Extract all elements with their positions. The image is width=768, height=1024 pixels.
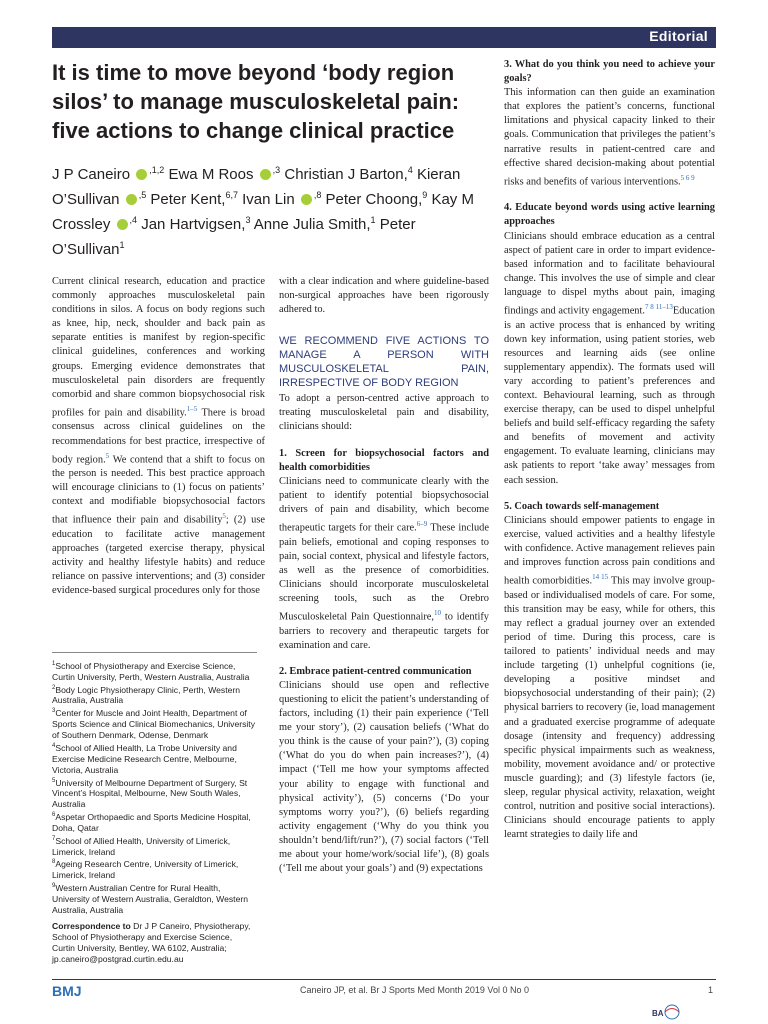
- citation-link[interactable]: 5 6 9: [680, 173, 695, 182]
- affiliation-item: [52, 834, 257, 858]
- author-affiliation-ref: ,5: [138, 190, 147, 200]
- action-2-heading: 2. Embrace patient-centred communication: [279, 665, 472, 677]
- author: [284, 166, 412, 183]
- author-name[interactable]: Peter Kent,: [150, 191, 226, 208]
- correspondence: [52, 921, 257, 965]
- author: [326, 191, 428, 208]
- author-affiliation-ref: 3: [245, 215, 251, 225]
- action-5-heading: 5. Coach towards self-management: [504, 500, 660, 512]
- action-3-heading: 3. What do you think you need to achieve your goals?: [504, 59, 715, 85]
- action-4-text: Clinicians should embrace education as a central aspect of patient care in order to impart evidence-based information and to facilitate behavioural change. This involves the use of simple and clear language to dispel myths about pain, imaging findings and activity engagement.$^{7 8 11-13}$Education is an active process that is enhanced by writing down key information, using patient stories, web resources and learning aids (see online supplementary appendix). The formats used will vary according to patient’s preferences and context. Behavioural learning, such as through exercise therapy, can be used to dispel unhelpful beliefs and build self-efficacy regarding the safety and benefits of movement and activity engagement. To evaluate learning, clinicians may ask patients to report ‘take away’ messages from each session.: [504, 230, 715, 486]
- author-name[interactable]: Peter Choong,: [325, 191, 423, 208]
- affiliation-text: Aspetar Orthopaedic and Sports Medicine Hospital, Doha, Qatar: [52, 811, 251, 833]
- page-number: 1: [708, 985, 714, 995]
- author: [242, 191, 321, 208]
- intro-paragraph: Current clinical research, education and practice commonly approaches musculoskeletal pain conditions in silos. A focus on body regions such as knee, hip, neck, shoulder and back pain as separate entities is manifest by region-specific clinical guidelines, conferences and working groups. Emerging evidence demonstrates that musculoskeletal pain disorders are frequently comorbid and share common biopsychosocial risk profiles for pain and disability.$^{1-5}$ There is broad consensus across clinical guidelines on the recommendations for best practice, irrespective of body region.$^5$ We contend that a shift to focus on the person is needed. This best practice approach will encourage clinicians to (1) focus on patients’ context and modifiable biopsychosocial factors that influence their pain and disability$^5$; (2) use education to facilitate active management approaches (targeted exercise therapy, physical activity and healthy lifestyle habits) and reduce reliance on passive interventions; and (3) consider evidence-based surgical procedures only for those: [52, 276, 265, 597]
- author-affiliation-ref: ,3: [272, 165, 281, 175]
- correspondence-text: Dr J P Caneiro, Physiotherapy, School of Physiotherapy and Exercise Science, Curtin University, Bentley, WA 6102, Australia; jp.caneiro@postgrad.curtin.edu.au: [52, 921, 251, 964]
- author-name[interactable]: Peter O’Sullivan: [52, 216, 416, 258]
- author-affiliation-ref: 1: [370, 215, 376, 225]
- section-banner: [52, 27, 716, 48]
- citation-link[interactable]: 6–9: [416, 520, 428, 529]
- author-name[interactable]: Ewa M Roos: [168, 166, 254, 183]
- footer-citation: Caneiro JP, et al. Br J Sports Med Month 2019 Vol 0 No 0: [300, 985, 529, 995]
- author-name[interactable]: Ivan Lin: [242, 191, 295, 208]
- affiliation-number: 7: [52, 835, 56, 842]
- orcid-icon[interactable]: [136, 169, 147, 180]
- article-title: It is time to move beyond ‘body region silos’ to manage musculoskeletal pain: five actions to change clinical practice: [52, 60, 460, 143]
- author-affiliation-ref: ,4: [129, 215, 138, 225]
- column-3: [504, 58, 715, 842]
- affiliation-number: 8: [52, 859, 56, 866]
- affiliation-item: [52, 857, 257, 881]
- affiliation-text: Ageing Research Centre, University of Limerick, Limerick, Ireland: [52, 859, 239, 881]
- column-1: [52, 275, 265, 598]
- affiliations-divider: [52, 652, 257, 653]
- author-name[interactable]: Christian J Barton,: [284, 166, 408, 183]
- author-name[interactable]: J P Caneiro: [52, 166, 131, 183]
- author-affiliation-ref: 1: [119, 240, 125, 250]
- affiliation-item: [52, 706, 257, 741]
- author: [150, 191, 238, 208]
- orcid-icon[interactable]: [260, 169, 271, 180]
- svg-text:BA: BA: [652, 1009, 664, 1018]
- action-4-heading: 4. Educate beyond words using active learning approaches: [504, 202, 715, 228]
- author-name[interactable]: Anne Julia Smith,: [253, 216, 371, 233]
- author-affiliation-ref: ,1,2: [149, 165, 165, 175]
- affiliation-item: [52, 776, 257, 811]
- author: [254, 216, 376, 233]
- action-1-heading: 1. Screen for biopsychosocial factors and health comorbidities: [279, 447, 489, 473]
- publisher-logo: BMJ: [52, 983, 82, 999]
- author-list: [52, 160, 492, 260]
- column-2: [279, 275, 489, 876]
- orcid-icon[interactable]: [126, 194, 137, 205]
- author-name[interactable]: Jan Hartvigsen,: [141, 216, 246, 233]
- affiliation-text: University of Melbourne Department of Surgery, St Vincent’s Hospital, Melbourne, New South Wales, Australia: [52, 777, 248, 810]
- author: [168, 166, 280, 183]
- citation-link[interactable]: 1–5: [186, 404, 198, 413]
- affiliation-number: 5: [52, 777, 56, 784]
- citation-link[interactable]: 14 15: [592, 573, 609, 582]
- affiliation-item: [52, 683, 257, 707]
- action-2-text: Clinicians should use open and reflective questioning to elicit the patient’s understanding of factors, including (1) their pain experience (‘Tell me your story’), (2) causation beliefs (‘What do you think is the cause of your pain?’), (3) coping (‘What do you do when pain increases?’), (4) impact (‘Tell me how your symptoms affected your ability to engage with functional and physical activity’), (5) concerns (‘Do your symptoms worry you?’), (6) beliefs regarding activity engagement (‘Why do you think you shouldn’t bend/lift/run?’), (7) social factors (‘Tell me about your home/work/social life’), (8) goals (‘Tell me about your goals’) and (9) expectations: [279, 679, 489, 875]
- author-affiliation-ref: 4: [407, 165, 413, 175]
- affiliation-number: 1: [52, 661, 56, 667]
- author-name[interactable]: Kieran O’Sullivan: [52, 166, 461, 208]
- lead-paragraph: To adopt a person-centred active approach to treating musculoskeletal pain and disability, clinicians should:: [279, 393, 489, 433]
- section-label: Editorial: [649, 28, 708, 44]
- correspondence-label: Correspondence to: [52, 921, 131, 931]
- affiliation-item: [52, 810, 257, 834]
- affiliation-item: [52, 881, 257, 916]
- action-1-text: Clinicians need to communicate clearly with the patient to identify potential biopsychosocial drivers of pain and disability, which become therapeutic targets for their care.$^{6-9}$ These include pain beliefs, emotional and coping responses to pain, social context, physical and lifestyle factors, as well as the presence of comorbidities. Clinicians should incorporate musculoskeletal screening tools, such as the Orebro Musculoskeletal Pain Questionnaire,$^{10}$ to identify barriers to recovery and therapeutic targets for examination and care.: [279, 475, 489, 651]
- affiliation-item: [52, 741, 257, 776]
- affiliations: [52, 659, 257, 916]
- affiliation-item: [52, 659, 257, 683]
- citation-link[interactable]: 5: [222, 512, 226, 521]
- continuation-paragraph: with a clear indication and where guideline-based non-surgical approaches have been rigorously adhered to.: [279, 276, 489, 316]
- affiliation-number: 6: [52, 812, 56, 819]
- author-affiliation-ref: ,8: [313, 190, 322, 200]
- affiliation-text: School of Allied Health, University of Limerick, Limerick, Ireland: [52, 835, 231, 857]
- affiliation-text: Western Australian Centre for Rural Health, University of Western Australia, Geraldton, Western Australia, Australia: [52, 882, 248, 915]
- section-heading: WE RECOMMEND FIVE ACTIONS TO MANAGE A PERSON WITH MUSCULOSKELETAL PAIN, IRRESPECTIVE OF BODY REGION: [279, 335, 489, 390]
- affiliation-number: 4: [52, 742, 56, 749]
- citation-link[interactable]: 5: [105, 451, 110, 460]
- affiliation-number: 9: [52, 883, 56, 890]
- author: [52, 166, 164, 183]
- affiliation-text: School of Physiotherapy and Exercise Science, Curtin University, Perth, Western Australia, Australia: [52, 660, 250, 682]
- author-affiliation-ref: 9: [422, 190, 428, 200]
- orcid-icon[interactable]: [301, 194, 312, 205]
- orcid-icon[interactable]: [117, 219, 128, 230]
- affiliation-text: Center for Muscle and Joint Health, Department of Sports Science and Clinical Biomechanics, University of Southern Denmark, Odense, Denmark: [52, 708, 255, 741]
- affiliation-number: 2: [52, 684, 56, 691]
- society-logo-icon: [650, 1003, 684, 1021]
- affiliation-text: School of Allied Health, La Trobe University and Exercise Medicine Research Centre, Melbourne, Victoria, Australia: [52, 742, 237, 775]
- action-3-text: This information can then guide an examination that explores the patient’s concerns, functional limitations and physical capacity linked to their goals. Communication that privileges the patient’s narrative results in patient-centred care and effective shared decision-making about potential risks and benefits of various interventions.$^{5 6 9}$: [504, 87, 715, 188]
- author: [141, 216, 250, 233]
- affiliation-text: Body Logic Physiotherapy Clinic, Perth, Western Australia, Australia: [52, 684, 241, 706]
- affiliation-number: 3: [52, 708, 56, 715]
- footer-divider: [52, 979, 716, 980]
- citation-link[interactable]: 7 8 11–13: [645, 302, 673, 311]
- author-affiliation-ref: 6,7: [225, 190, 238, 200]
- author-name[interactable]: Kay M Crossley: [52, 191, 474, 233]
- action-5-text: Clinicians should empower patients to engage in exercise, valued activities and a healthy lifestyle with confidence. Active management relieves pain and improves function across pain conditions and health comorbidities.$^{14 15}$ This may involve group-based or individualised models of care. For some, this transition may be easy, while for others, this may reflect a gradual journey over an extended period of time. During this process, care is tailored to patients’ individual needs and may include targeting (1) unhelpful cognitions (ie, developing a positive mindset and biopsychosocial understanding of their pain); (2) physical barriers to recovery (ie, load management and a graduated exercise programme of adequate dosage (intensity and frequency) addressing specific physical impairments such as weakness, mobility, movement avoidance and/ or protective muscle guarding); and (3) lifestyle factors (ie, sleep, regular physical activity, relaxation, weight control, nutrition and positive social interactions). Clinicians should encourage patients to apply learnt strategies to daily life and: [504, 514, 716, 841]
- citation-link[interactable]: 10: [434, 609, 442, 618]
